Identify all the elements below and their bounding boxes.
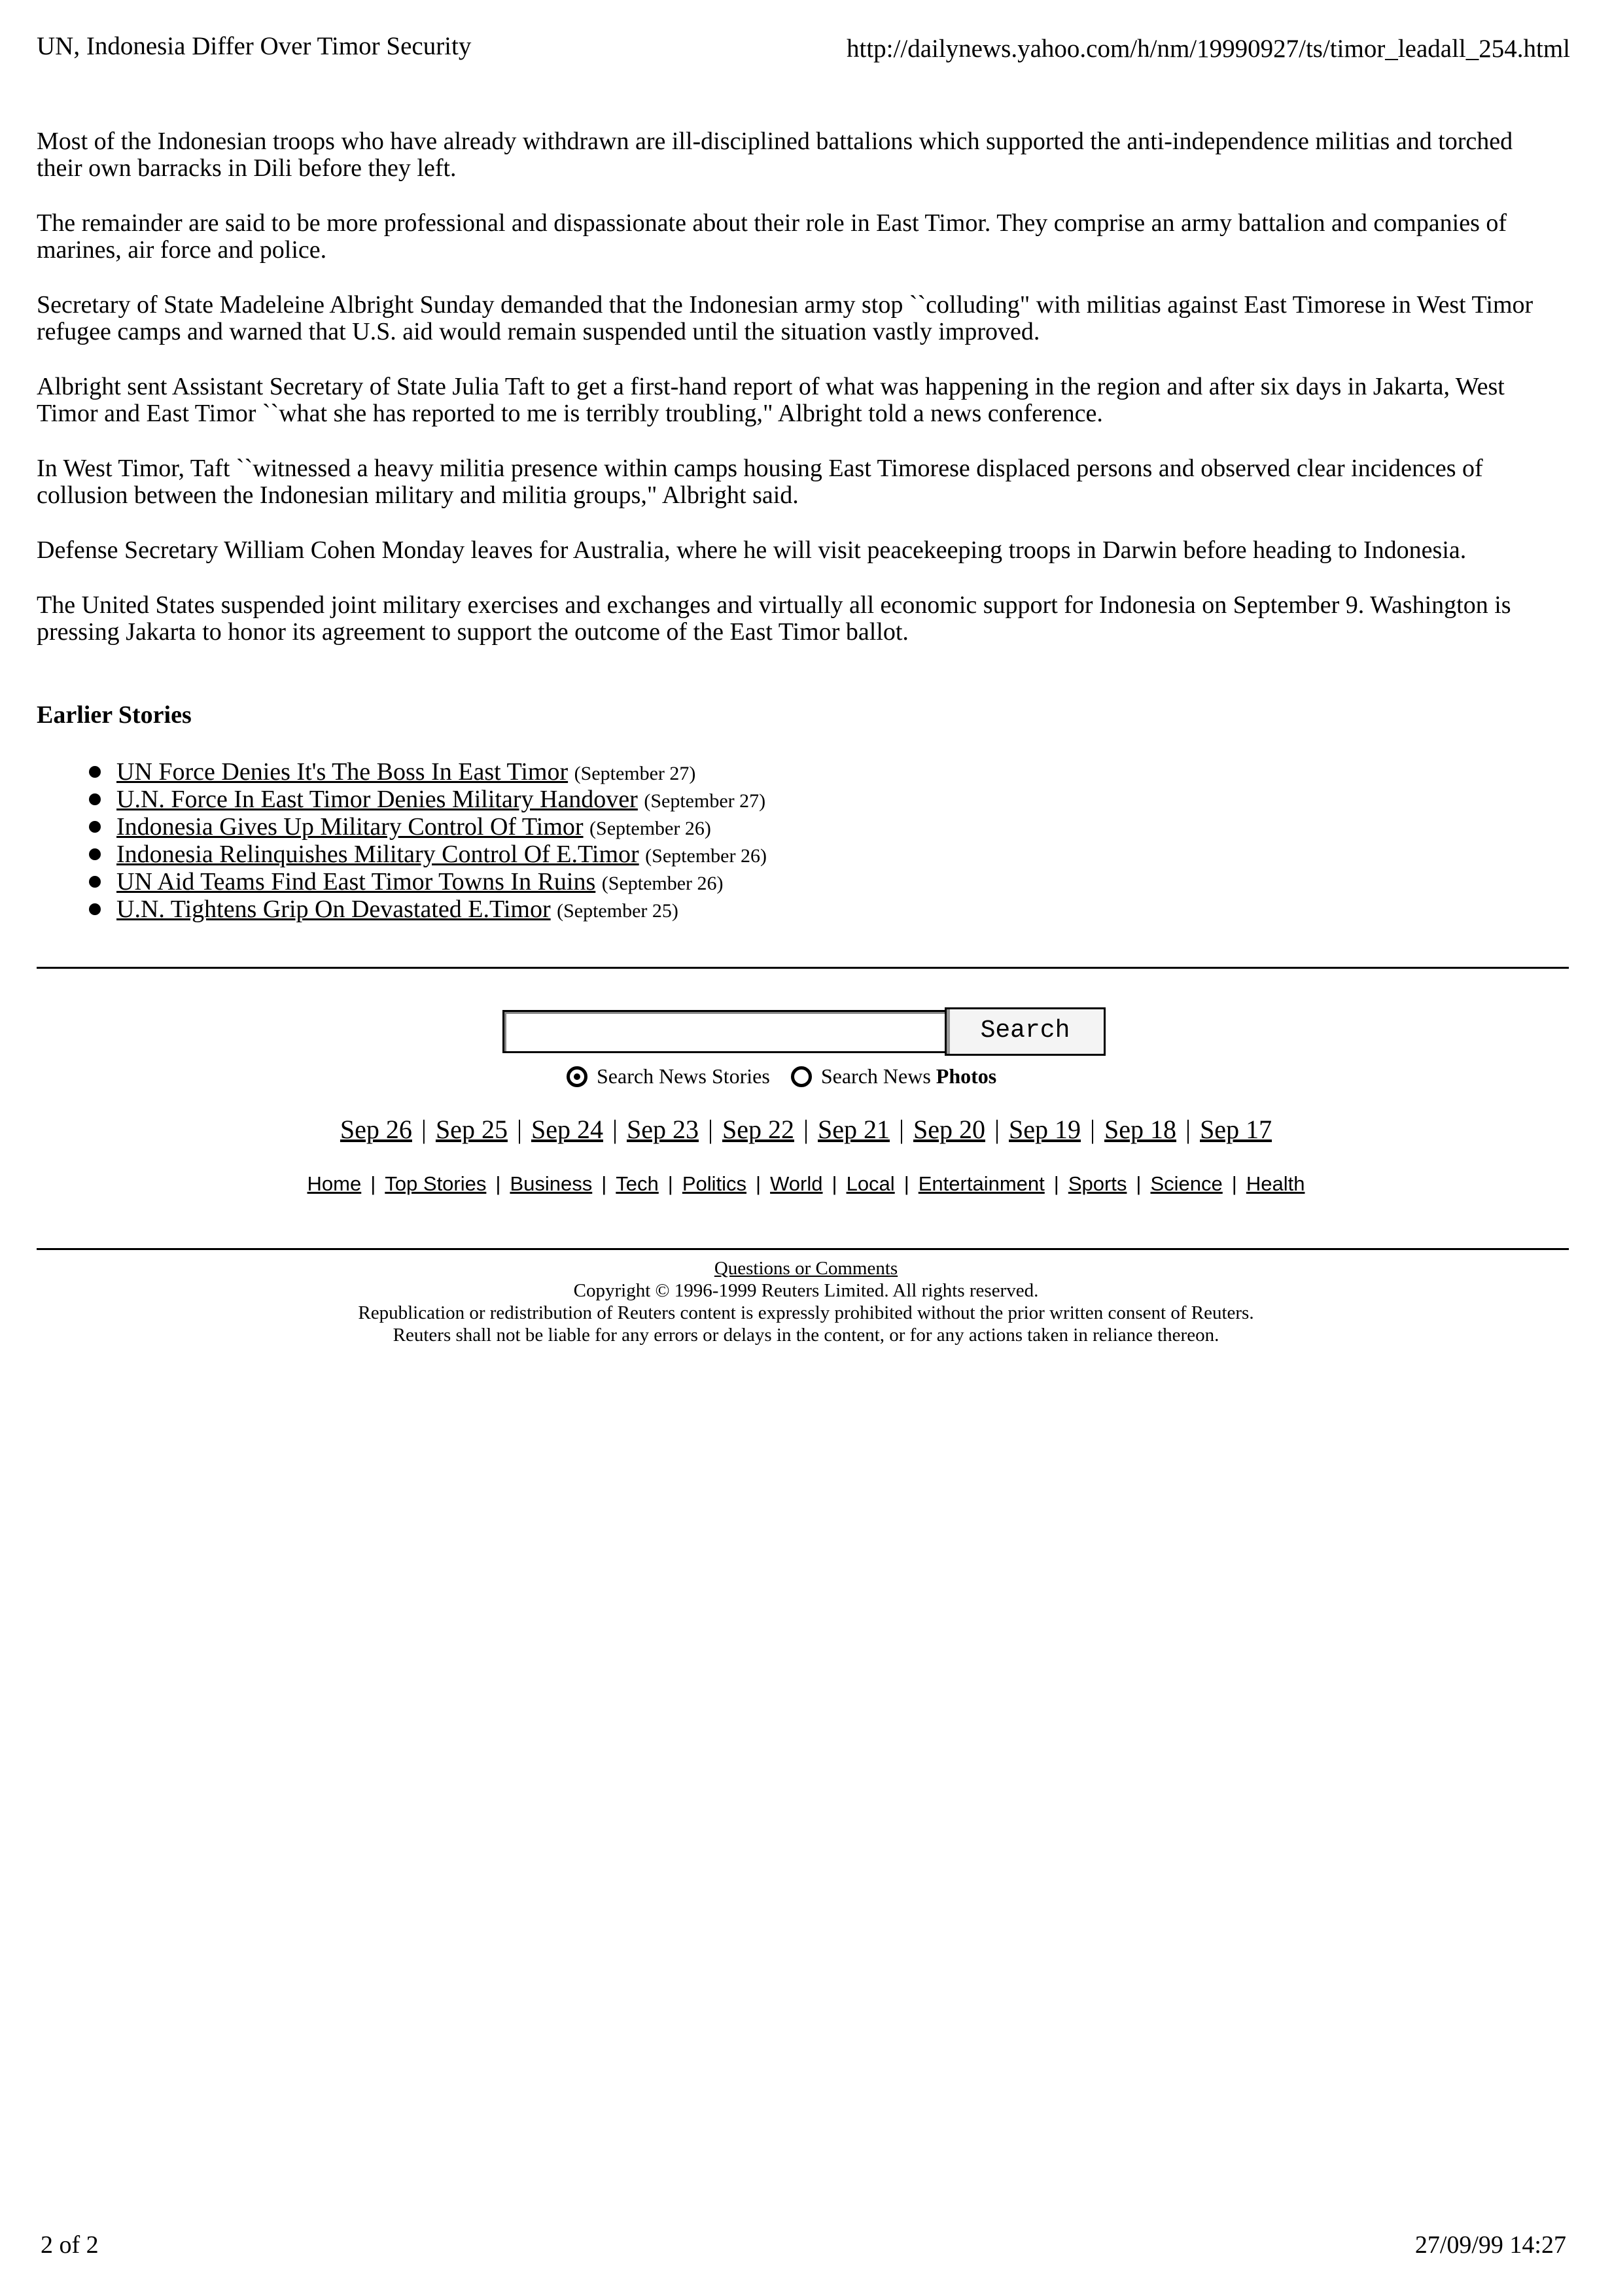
earlier-stories-list bbox=[37, 758, 767, 923]
story-date: (September 27) bbox=[644, 790, 766, 812]
questions-link[interactable]: Questions or Comments bbox=[714, 1258, 898, 1279]
bullet-icon bbox=[89, 903, 101, 915]
story-date: (September 26) bbox=[589, 818, 711, 839]
date-link[interactable]: Sep 22 bbox=[722, 1115, 794, 1144]
search-scope-options bbox=[567, 1062, 1012, 1088]
date-link[interactable]: Sep 17 bbox=[1200, 1115, 1272, 1144]
page-number: 2 of 2 bbox=[41, 2231, 99, 2259]
story-item bbox=[37, 758, 767, 786]
date-links: Sep 26 | Sep 25 | Sep 24 | Sep 23 | Sep 22 | Sep 21 | Sep 20 | Sep 19 | Sep 18 | Sep 17 bbox=[340, 1115, 1272, 1144]
story-item bbox=[37, 896, 767, 923]
copyright-text: Copyright © 1996-1999 Reuters Limited. All rights reserved. bbox=[573, 1280, 1039, 1301]
article-paragraph: The remainder are said to be more professional and dispassionate about their role in East Timor. They comprise an army battalion and companies of marines, air force and police. bbox=[37, 209, 1507, 264]
radio-photos-label-prefix: Search News bbox=[820, 1064, 936, 1088]
search-input[interactable] bbox=[502, 1010, 950, 1053]
nav-link-sports[interactable]: Sports bbox=[1068, 1172, 1127, 1195]
article-paragraph: The United States suspended joint military exercises and exchanges and virtually all economic support for Indonesia on September 9. Washington is pressing Jakarta to honor its agreement to support the outcome of the East Timor ballot. bbox=[37, 591, 1511, 646]
date-link[interactable]: Sep 19 bbox=[1009, 1115, 1081, 1144]
page-title: UN, Indonesia Differ Over Timor Security bbox=[37, 32, 472, 60]
story-date: (September 25) bbox=[557, 900, 678, 922]
story-link[interactable]: UN Aid Teams Find East Timor Towns In Ruins bbox=[116, 868, 596, 896]
story-date: (September 26) bbox=[601, 873, 724, 894]
nav-link-entertainment[interactable]: Entertainment bbox=[918, 1172, 1045, 1195]
print-timestamp: 27/09/99 14:27 bbox=[1414, 2231, 1566, 2259]
nav-link-politics[interactable]: Politics bbox=[682, 1172, 747, 1195]
liability-text: Reuters shall not be liable for any errors or delays in the content, or for any actions taken in reliance thereon. bbox=[393, 1325, 1219, 1346]
nav-link-tech[interactable]: Tech bbox=[616, 1172, 659, 1195]
story-date: (September 27) bbox=[574, 763, 696, 784]
story-link[interactable]: UN Force Denies It's The Boss In East Timor bbox=[116, 758, 569, 786]
story-item bbox=[37, 813, 767, 841]
radio-photos-label-bold: Photos bbox=[936, 1064, 997, 1088]
story-date: (September 26) bbox=[645, 845, 767, 867]
story-link[interactable]: Indonesia Gives Up Military Control Of Timor bbox=[116, 813, 584, 841]
story-link[interactable]: U.N. Force In East Timor Denies Military Handover bbox=[116, 786, 638, 813]
article-paragraph: In West Timor, Taft ``witnessed a heavy militia presence within camps housing East Timorese displaced persons and observed clear incidences of collusion between the Indonesian military and militia groups," Albright said. bbox=[37, 455, 1483, 509]
story-item bbox=[37, 786, 767, 813]
bullet-icon bbox=[89, 821, 101, 833]
earlier-stories-heading: Earlier Stories bbox=[37, 701, 192, 729]
article-paragraph: Albright sent Assistant Secretary of State Julia Taft to get a first-hand report of what was happening in the region and after six days in Jakarta, West Timor and East Timor ``what she has reported to me is terribly troubling," Albright told a news conference. bbox=[37, 373, 1505, 427]
copyright-footer bbox=[0, 1257, 1612, 1346]
bullet-icon bbox=[89, 793, 101, 805]
nav-link-top-stories[interactable]: Top Stories bbox=[385, 1172, 487, 1195]
radio-photos[interactable] bbox=[791, 1066, 812, 1087]
nav-link-business[interactable]: Business bbox=[510, 1172, 593, 1195]
story-item bbox=[37, 841, 767, 868]
date-link[interactable]: Sep 23 bbox=[626, 1115, 699, 1144]
article-paragraph: Most of the Indonesian troops who have already withdrawn are ill-disciplined battalions which supported the anti-independence militias and torched their own barracks in Dili before they left. bbox=[37, 128, 1513, 182]
date-link[interactable]: Sep 18 bbox=[1104, 1115, 1177, 1144]
story-link[interactable]: U.N. Tightens Grip On Devastated E.Timor bbox=[116, 896, 551, 923]
nav-link-local[interactable]: Local bbox=[846, 1172, 895, 1195]
search-button[interactable]: Search bbox=[945, 1007, 1106, 1056]
republication-text: Republication or redistribution of Reuters content is expressly prohibited without the prior written consent of Reuters. bbox=[358, 1302, 1254, 1323]
divider-bottom bbox=[37, 1248, 1569, 1250]
radio-stories-label: Search News Stories bbox=[597, 1064, 770, 1088]
radio-stories[interactable] bbox=[567, 1066, 587, 1087]
bullet-icon bbox=[89, 876, 101, 888]
date-link[interactable]: Sep 20 bbox=[913, 1115, 986, 1144]
nav-link-health[interactable]: Health bbox=[1246, 1172, 1305, 1195]
divider-top bbox=[37, 967, 1569, 969]
date-link[interactable]: Sep 24 bbox=[531, 1115, 603, 1144]
date-link[interactable]: Sep 25 bbox=[435, 1115, 508, 1144]
radio-photos-label bbox=[821, 1064, 996, 1088]
article-paragraph: Defense Secretary William Cohen Monday leaves for Australia, where he will visit peacekeeping troops in Darwin before heading to Indonesia. bbox=[37, 536, 1467, 564]
page-url: http://dailynews.yahoo.com/h/nm/19990927/ts/timor_leadall_254.html bbox=[847, 35, 1570, 63]
nav-link-science[interactable]: Science bbox=[1150, 1172, 1223, 1195]
section-nav: Home | Top Stories | Business | Tech | Politics | World | Local | Entertainment | Sports | Science | Health bbox=[307, 1172, 1305, 1195]
story-link[interactable]: Indonesia Relinquishes Military Control Of E.Timor bbox=[116, 841, 639, 868]
date-link[interactable]: Sep 26 bbox=[340, 1115, 412, 1144]
nav-link-home[interactable]: Home bbox=[307, 1172, 362, 1195]
article-paragraph: Secretary of State Madeleine Albright Sunday demanded that the Indonesian army stop ``colluding" with militias against East Timorese in West Timor refugee camps and warned that U.S. aid would remain suspended until the situation vastly improved. bbox=[37, 291, 1533, 345]
bullet-icon bbox=[89, 766, 101, 778]
story-item bbox=[37, 868, 767, 896]
article-body bbox=[37, 128, 1554, 674]
nav-link-world[interactable]: World bbox=[770, 1172, 823, 1195]
bullet-icon bbox=[89, 848, 101, 860]
date-link[interactable]: Sep 21 bbox=[818, 1115, 890, 1144]
